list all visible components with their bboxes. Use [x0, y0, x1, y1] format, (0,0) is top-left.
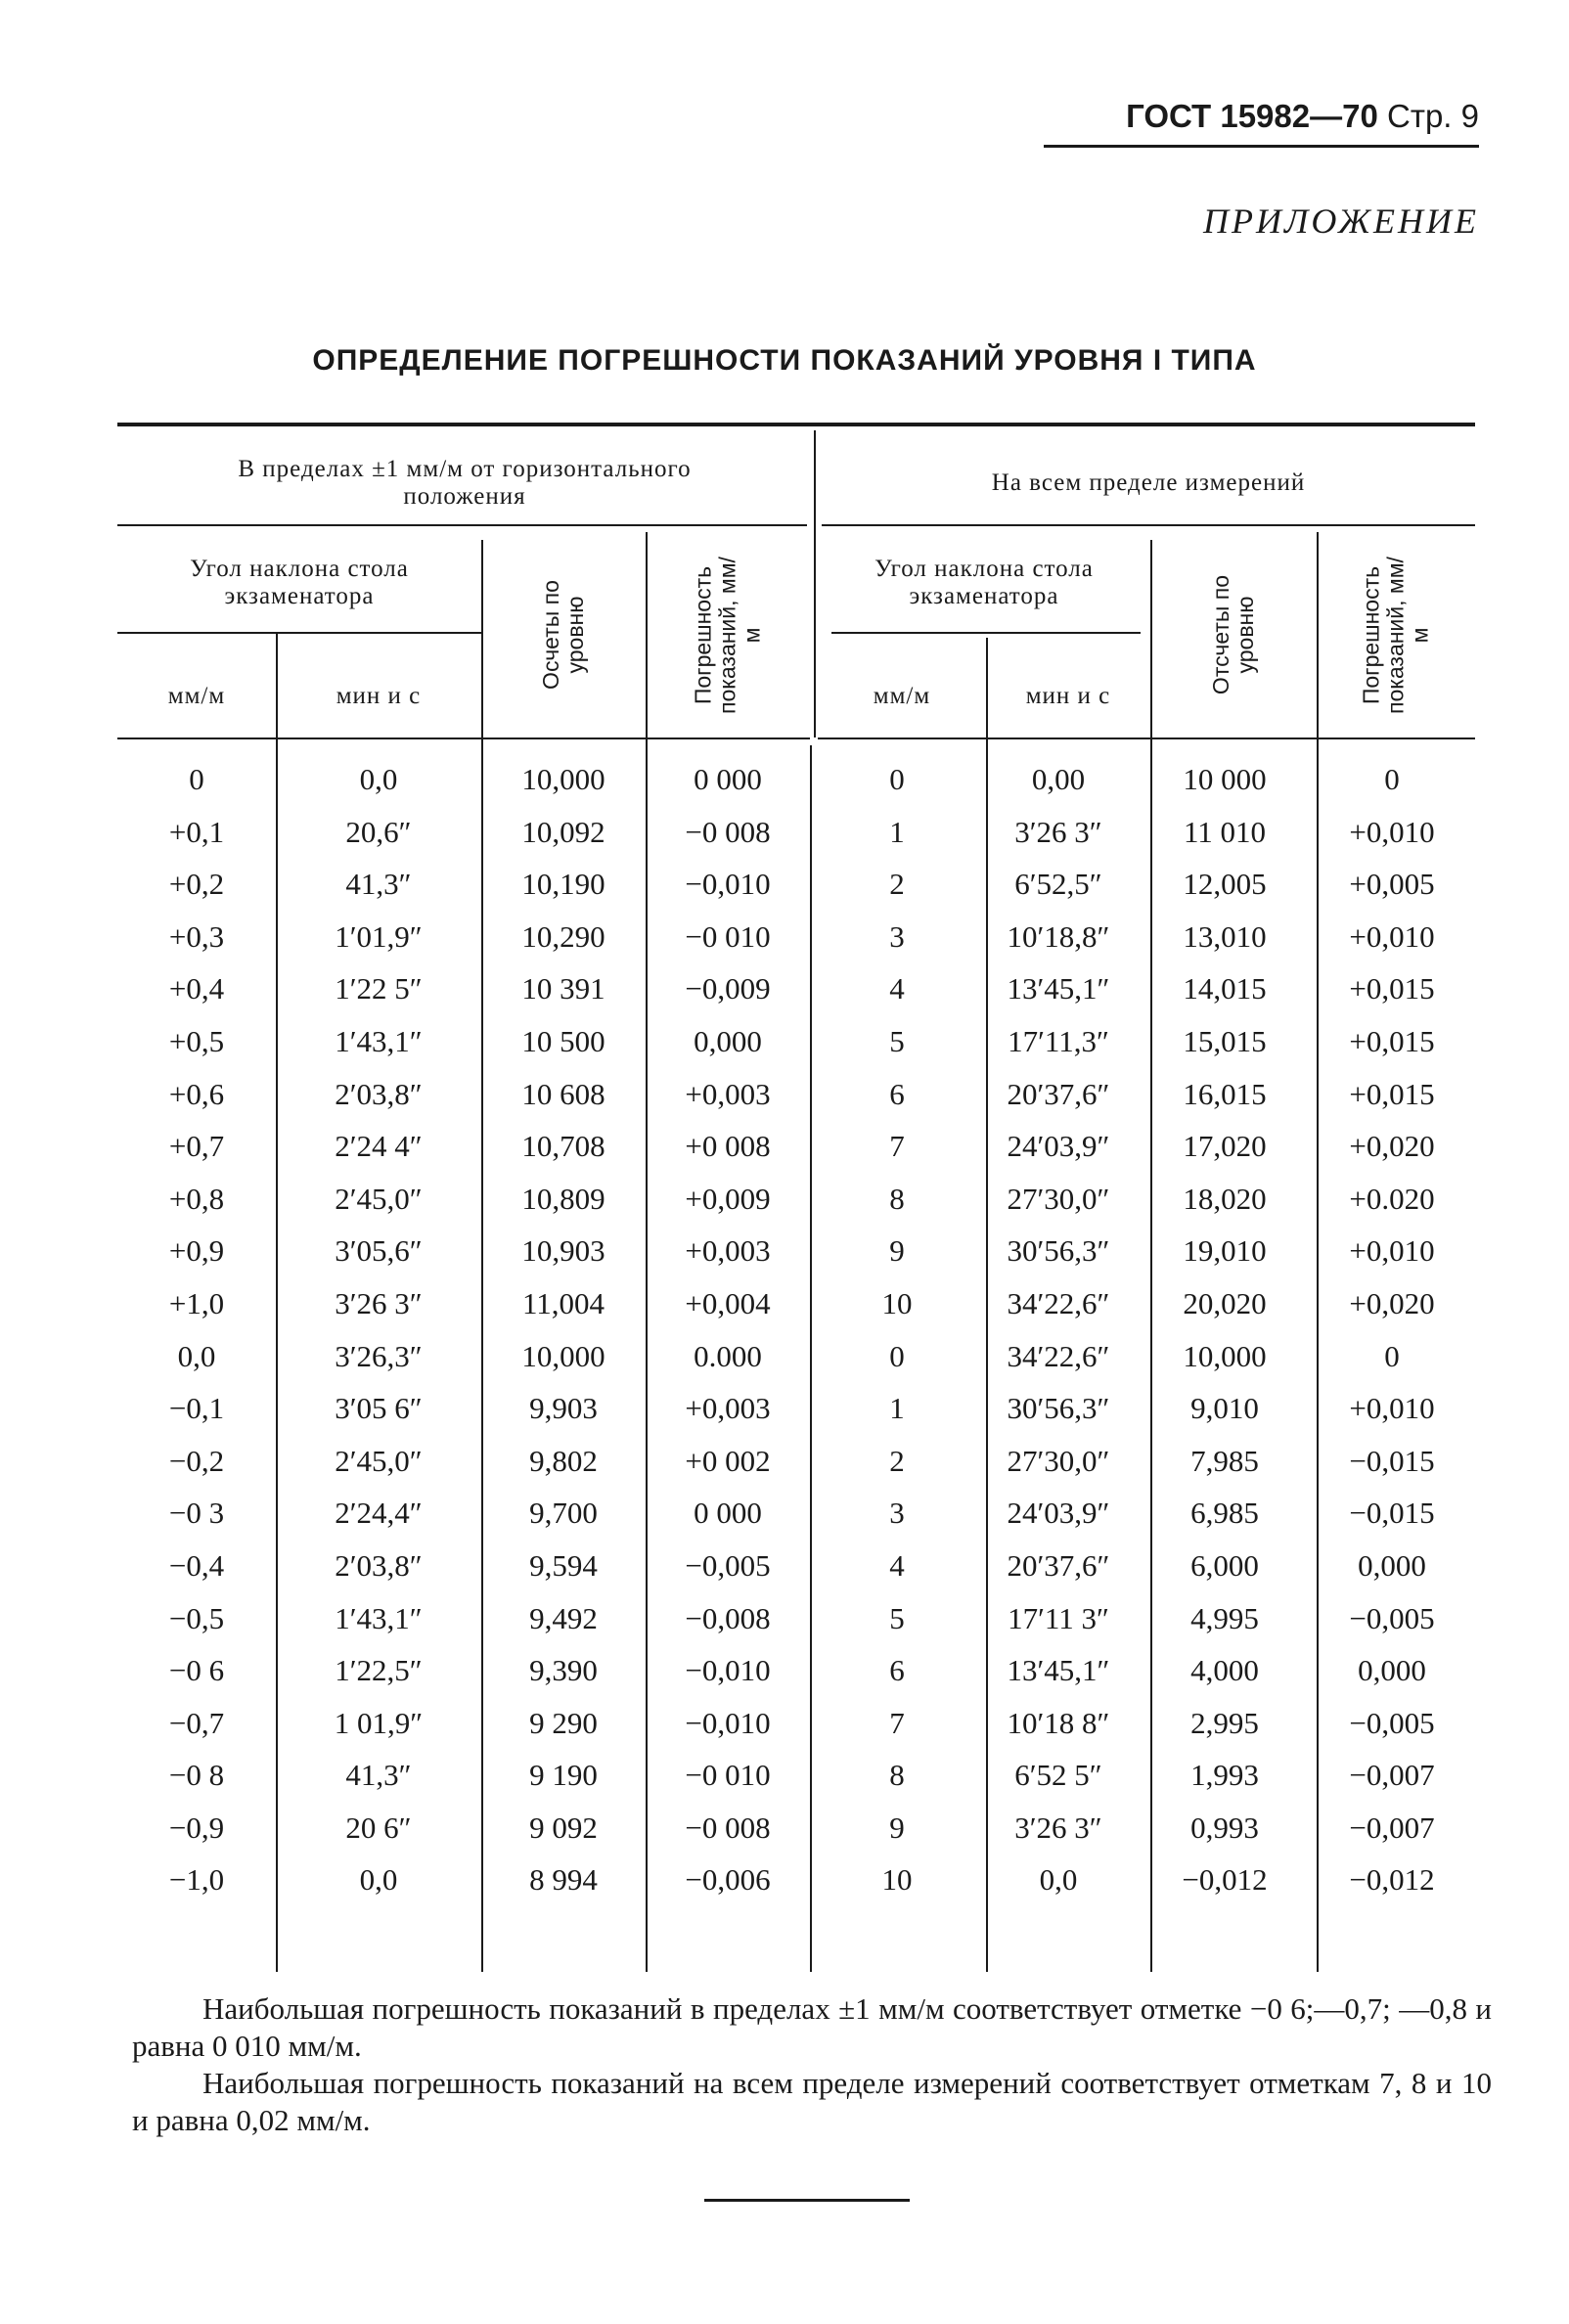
cell-error-right: +0,020: [1349, 1285, 1435, 1320]
cell-reading-right: 0,993: [1190, 1810, 1259, 1845]
col-header-error-left-cell: [646, 532, 810, 737]
table-row: [117, 1697, 1475, 1750]
cell-mm-right: 1: [889, 814, 905, 849]
cell-reading-right: 4,000: [1190, 1653, 1259, 1688]
cell-min-left: 3′26 3″: [335, 1285, 423, 1320]
table-row: [117, 1173, 1475, 1226]
col-header-reading-left-cell: [481, 532, 646, 737]
cell-min-right: 6′52,5″: [1014, 867, 1102, 902]
cell-error-left: −0,010: [685, 867, 771, 902]
cell-mm-left: −0,9: [168, 1810, 225, 1845]
cell-mm-left: +0,7: [168, 1129, 225, 1164]
col-header-error-right: Погрешность показаний, мм/м: [1358, 556, 1433, 714]
cell-min-right: 24′03,9″: [1007, 1496, 1110, 1531]
cell-reading-left: 9 190: [529, 1758, 598, 1793]
cell-min-left: 1′22,5″: [335, 1653, 423, 1688]
cell-min-left: 1′43,1″: [335, 1600, 423, 1635]
cell-min-left: 0,0: [359, 1862, 398, 1898]
col-header-min-right: мин и с: [1025, 683, 1111, 709]
cell-error-right: −0,007: [1349, 1810, 1435, 1845]
table-row: [117, 1277, 1475, 1330]
col-header-reading-right: Отсчеты по уровню: [1208, 574, 1258, 695]
cell-mm-left: +0,3: [168, 918, 225, 954]
error-table: [117, 423, 1475, 1970]
table-row: [117, 911, 1475, 963]
cell-error-left: −0 008: [685, 814, 771, 849]
cell-min-right: 27′30,0″: [1007, 1181, 1110, 1216]
cell-mm-right: 9: [889, 1233, 905, 1269]
cell-error-left: −0,010: [685, 1705, 771, 1740]
cell-mm-right: 2: [889, 1443, 905, 1478]
cell-mm-left: −1,0: [168, 1862, 225, 1898]
cell-error-left: −0,005: [685, 1547, 771, 1583]
cell-error-left: +0,003: [685, 1391, 771, 1426]
cell-min-left: 3′05 6″: [335, 1391, 423, 1426]
cell-min-right: 17′11 3″: [1008, 1600, 1109, 1635]
standard-number: ГОСТ 15982—70: [1126, 98, 1378, 134]
table-row: [117, 1382, 1475, 1435]
cell-error-right: +0,010: [1349, 918, 1435, 954]
header-bottom-right-rule: [818, 737, 1475, 739]
cell-reading-right: 7,985: [1190, 1443, 1259, 1478]
cell-mm-left: −0 8: [168, 1758, 225, 1793]
cell-reading-right: 10,000: [1183, 1338, 1267, 1373]
cell-reading-left: 10 608: [521, 1076, 605, 1111]
cell-reading-right: 9,010: [1190, 1391, 1259, 1426]
cell-mm-right: 5: [889, 1023, 905, 1058]
table-row: [117, 1330, 1475, 1383]
cell-mm-left: −0 6: [168, 1653, 225, 1688]
table-row: [117, 1015, 1475, 1068]
cell-reading-right: 11 010: [1183, 814, 1267, 849]
table-row: [117, 806, 1475, 859]
cell-mm-right: 0: [889, 762, 905, 796]
cell-reading-left: 10,290: [521, 918, 605, 954]
cell-mm-left: +0,6: [168, 1076, 225, 1111]
table-body: [117, 753, 1475, 1906]
table-row: [117, 1854, 1475, 1906]
cell-min-left: 1′43,1″: [335, 1023, 423, 1058]
cell-error-right: +0,015: [1349, 1076, 1435, 1111]
cell-min-right: 10′18 8″: [1007, 1705, 1110, 1740]
cell-reading-left: 10 500: [521, 1023, 605, 1058]
cell-reading-left: 9,903: [529, 1391, 598, 1426]
cell-mm-left: −0,5: [168, 1600, 225, 1635]
cell-min-right: 34′22,6″: [1007, 1338, 1110, 1373]
cell-min-right: 34′22,6″: [1007, 1285, 1110, 1320]
table-row: [117, 1120, 1475, 1173]
cell-error-left: 0.000: [694, 1338, 762, 1373]
cell-min-right: 20′37,6″: [1007, 1547, 1110, 1583]
cell-reading-left: 10,809: [521, 1181, 605, 1216]
cell-min-left: 41,3″: [345, 867, 412, 902]
cell-mm-right: 2: [889, 867, 905, 902]
group-divider: [814, 430, 816, 737]
header-rule: [1044, 145, 1479, 148]
cell-min-right: 0,0: [1039, 1862, 1078, 1898]
cell-min-right: 0,00: [1031, 762, 1086, 796]
cell-error-left: +0,003: [685, 1233, 771, 1269]
col-header-mm-left: мм/м: [167, 683, 226, 709]
cell-mm-right: 0: [889, 1338, 905, 1373]
cell-mm-left: −0,4: [168, 1547, 225, 1583]
cell-reading-left: 9,390: [529, 1653, 598, 1688]
table-row: [117, 1435, 1475, 1488]
cell-mm-left: +0,8: [168, 1181, 225, 1216]
cell-mm-left: +1,0: [168, 1285, 225, 1320]
cell-error-left: 0 000: [694, 1496, 762, 1531]
col-header-reading-left: Осчеты по уровню: [538, 580, 588, 690]
cell-reading-left: 10,000: [521, 1338, 605, 1373]
cell-reading-right: 6,000: [1190, 1547, 1259, 1583]
cell-reading-left: 9 290: [529, 1705, 598, 1740]
cell-mm-right: 7: [889, 1129, 905, 1164]
cell-error-left: −0 010: [685, 918, 771, 954]
note-paragraph-1: Наибольшая погрешность показаний в пределах ±1 мм/м соответствует отметке −0 6;—0,7; —0,8 и равна 0 010 мм/м.: [132, 1991, 1492, 2063]
cell-error-right: +0,015: [1349, 971, 1435, 1006]
cell-min-right: 6′52 5″: [1014, 1758, 1102, 1793]
cell-min-left: 2′45,0″: [335, 1181, 423, 1216]
appendix-label: ПРИЛОЖЕНИЕ: [1203, 201, 1479, 241]
cell-min-left: 0,0: [359, 762, 398, 796]
cell-min-left: 2′45,0″: [335, 1443, 423, 1478]
cell-mm-right: 8: [889, 1181, 905, 1216]
table-row: [117, 1540, 1475, 1592]
group-header-right: На всем пределе измерений: [991, 469, 1306, 496]
cell-mm-right: 3: [889, 918, 905, 954]
table-row: [117, 1592, 1475, 1645]
cell-min-left: 3′05,6″: [335, 1233, 423, 1269]
cell-reading-left: 10,000: [521, 762, 605, 796]
cell-error-right: −0,015: [1349, 1496, 1435, 1531]
cell-min-right: 24′03,9″: [1007, 1129, 1110, 1164]
cell-mm-right: 6: [889, 1076, 905, 1111]
cell-error-left: +0,009: [685, 1181, 771, 1216]
cell-mm-right: 9: [889, 1810, 905, 1845]
cell-min-right: 3′26 3″: [1014, 814, 1102, 849]
note-paragraph-2: Наибольшая погрешность показаний на всем пределе измерений соответствует отметкам 7, 8 и 10 и равна 0,02 мм/м.: [132, 2066, 1492, 2137]
cell-error-left: −0,006: [685, 1862, 771, 1898]
cell-error-left: 0 000: [694, 762, 762, 796]
cell-mm-left: +0,4: [168, 971, 225, 1006]
cell-mm-left: +0,1: [168, 814, 225, 849]
cell-error-left: −0 010: [685, 1758, 771, 1793]
cell-error-right: +0,010: [1349, 1233, 1435, 1269]
cell-mm-left: −0 3: [168, 1496, 225, 1531]
cell-mm-right: 10: [881, 1285, 913, 1320]
cell-mm-left: 0,0: [177, 1338, 216, 1373]
group-right-rule: [822, 524, 1475, 526]
table-row: [117, 1225, 1475, 1277]
table-row: [117, 1749, 1475, 1802]
cell-reading-left: 11,004: [521, 1285, 605, 1320]
cell-min-left: 1 01,9″: [334, 1705, 424, 1740]
cell-min-left: 1′01,9″: [335, 918, 423, 954]
cell-min-left: 1′22 5″: [335, 971, 423, 1006]
col-header-reading-right-cell: [1150, 532, 1317, 737]
cell-mm-left: −0,2: [168, 1443, 225, 1478]
angle-right-rule: [831, 632, 1141, 634]
group-header-left: В пределах ±1 мм/м от горизонтального положения: [238, 456, 692, 510]
header-bottom-left-rule: [117, 737, 810, 739]
cell-error-left: −0 008: [685, 1810, 771, 1845]
cell-reading-left: 10,708: [521, 1129, 605, 1164]
cell-error-left: 0,000: [694, 1023, 762, 1058]
cell-mm-right: 1: [889, 1391, 905, 1426]
col-header-error-right-cell: [1317, 532, 1475, 737]
cell-min-left: 2′24,4″: [335, 1496, 423, 1531]
cell-reading-right: 20,020: [1183, 1285, 1267, 1320]
cell-min-right: 30′56,3″: [1007, 1391, 1110, 1426]
cell-min-right: 13′45,1″: [1007, 1653, 1110, 1688]
angle-left-rule: [117, 632, 481, 634]
cell-reading-right: −0,012: [1182, 1862, 1268, 1898]
cell-reading-left: 8 994: [529, 1862, 598, 1898]
cell-reading-left: 9,802: [529, 1443, 598, 1478]
cell-error-right: 0,000: [1358, 1547, 1426, 1583]
cell-reading-left: 9,594: [529, 1547, 598, 1583]
cell-mm-right: 3: [889, 1496, 905, 1531]
cell-min-right: 30′56,3″: [1007, 1233, 1110, 1269]
cell-reading-left: 9 092: [529, 1810, 598, 1845]
cell-error-right: −0,015: [1349, 1443, 1435, 1478]
angle-header-right: Угол наклона стола экзаменатора: [874, 556, 1094, 609]
col-header-error-left: Погрешность показаний, мм/м: [690, 556, 765, 714]
table-top-rule: [117, 423, 1475, 426]
cell-error-left: +0 008: [685, 1129, 771, 1164]
cell-error-right: +0,010: [1349, 1391, 1435, 1426]
cell-reading-right: 6,985: [1190, 1496, 1259, 1531]
table-row: [117, 1487, 1475, 1540]
cell-mm-left: −0,1: [168, 1391, 225, 1426]
cell-min-left: 20,6″: [345, 814, 412, 849]
cell-min-right: 27′30,0″: [1007, 1443, 1110, 1478]
header-text: [1126, 98, 1479, 135]
cell-reading-right: 14,015: [1183, 971, 1267, 1006]
cell-reading-right: 15,015: [1183, 1023, 1267, 1058]
cell-reading-right: 1,993: [1190, 1758, 1259, 1793]
table-row: [117, 1644, 1475, 1697]
cell-mm-right: 6: [889, 1653, 905, 1688]
cell-mm-left: +0,5: [168, 1023, 225, 1058]
notes: [132, 1990, 1492, 2139]
col-header-min-left: мин и с: [336, 683, 422, 709]
cell-error-left: +0 002: [685, 1443, 771, 1478]
cell-mm-right: 10: [881, 1862, 913, 1898]
cell-reading-right: 19,010: [1183, 1233, 1267, 1269]
cell-error-right: −0,005: [1349, 1705, 1435, 1740]
cell-error-right: −0,007: [1349, 1758, 1435, 1793]
cell-mm-right: 8: [889, 1758, 905, 1793]
table-row: [117, 753, 1475, 806]
cell-reading-right: 18,020: [1183, 1181, 1267, 1216]
cell-mm-left: +0,9: [168, 1233, 225, 1269]
cell-error-right: +0,010: [1349, 814, 1435, 849]
cell-reading-right: 13,010: [1183, 918, 1267, 954]
cell-error-right: +0.020: [1349, 1181, 1435, 1216]
cell-mm-left: 0: [189, 762, 204, 796]
cell-reading-left: 10,903: [521, 1233, 605, 1269]
col-header-mm-right: мм/м: [873, 683, 931, 709]
cell-mm-right: 7: [889, 1705, 905, 1740]
cell-reading-left: 9,492: [529, 1600, 598, 1635]
table-row: [117, 962, 1475, 1015]
cell-min-left: 41,3″: [345, 1758, 412, 1793]
cell-min-left: 2′24 4″: [335, 1129, 423, 1164]
cell-error-right: 0: [1384, 762, 1400, 796]
cell-reading-left: 10,092: [521, 814, 605, 849]
page-title: ОПРЕДЕЛЕНИЕ ПОГРЕШНОСТИ ПОКАЗАНИЙ УРОВНЯ І ТИПА: [312, 344, 1257, 377]
cell-error-left: −0,010: [685, 1653, 771, 1688]
cell-error-right: +0,015: [1349, 1023, 1435, 1058]
cell-mm-right: 4: [889, 1547, 905, 1583]
cell-error-left: +0,003: [685, 1076, 771, 1111]
cell-mm-right: 4: [889, 971, 905, 1006]
cell-min-right: 10′18,8″: [1007, 918, 1110, 954]
table-row: [117, 1068, 1475, 1121]
cell-error-left: −0,009: [685, 971, 771, 1006]
cell-reading-left: 9,700: [529, 1496, 598, 1531]
cell-min-left: 3′26,3″: [335, 1338, 423, 1373]
cell-error-right: −0,012: [1349, 1862, 1435, 1898]
cell-error-left: +0,004: [685, 1285, 771, 1320]
cell-reading-left: 10,190: [521, 867, 605, 902]
cell-reading-right: 12,005: [1183, 867, 1267, 902]
cell-reading-right: 2,995: [1190, 1705, 1259, 1740]
cell-reading-right: 4,995: [1190, 1600, 1259, 1635]
cell-mm-left: −0,7: [168, 1705, 225, 1740]
cell-error-right: +0,005: [1349, 867, 1435, 902]
cell-reading-right: 10 000: [1183, 762, 1267, 796]
cell-mm-left: +0,2: [168, 867, 225, 902]
cell-min-right: 13′45,1″: [1007, 971, 1110, 1006]
cell-min-left: 20 6″: [345, 1810, 412, 1845]
cell-error-right: −0,005: [1349, 1600, 1435, 1635]
page-header: [1044, 98, 1479, 145]
cell-min-right: 17′11,3″: [1008, 1023, 1109, 1058]
angle-header-left: Угол наклона стола экзаменатора: [190, 556, 409, 609]
cell-error-right: +0,020: [1349, 1129, 1435, 1164]
table-row: [117, 1802, 1475, 1855]
group-left-rule: [117, 524, 807, 526]
cell-min-left: 2′03,8″: [335, 1076, 423, 1111]
page-number: Стр. 9: [1387, 98, 1479, 134]
cell-min-left: 2′03,8″: [335, 1547, 423, 1583]
cell-error-right: 0: [1384, 1338, 1400, 1373]
cell-error-right: 0,000: [1358, 1653, 1426, 1688]
cell-mm-right: 5: [889, 1600, 905, 1635]
cell-error-left: −0,008: [685, 1600, 771, 1635]
table-row: [117, 858, 1475, 911]
cell-reading-left: 10 391: [521, 971, 605, 1006]
cell-min-right: 3′26 3″: [1014, 1810, 1102, 1845]
end-rule: [704, 2199, 910, 2202]
cell-min-right: 20′37,6″: [1007, 1076, 1110, 1111]
cell-reading-right: 17,020: [1183, 1129, 1267, 1164]
cell-reading-right: 16,015: [1183, 1076, 1267, 1111]
